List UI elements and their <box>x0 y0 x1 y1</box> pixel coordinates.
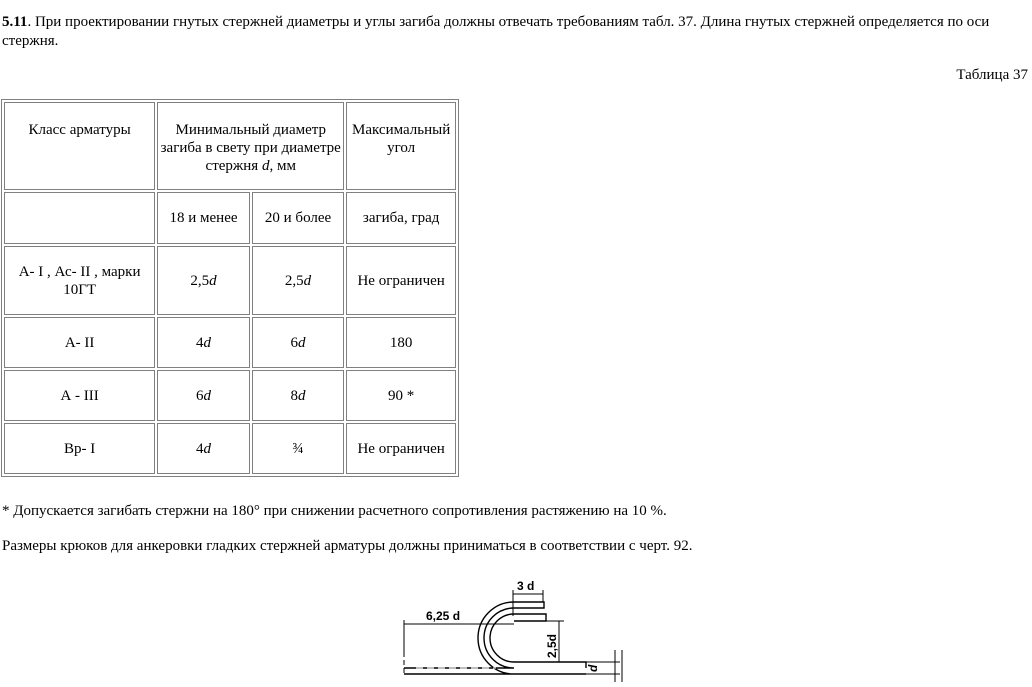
subheader-angle-unit: загиба, град <box>346 192 456 244</box>
value-number: ¾ <box>292 440 304 457</box>
row-angle: 90 * <box>346 370 456 421</box>
row-class: А- II <box>4 317 155 368</box>
table-row <box>4 317 456 368</box>
row-angle: Не ограничен <box>346 246 456 315</box>
value-number: 4 <box>196 334 204 351</box>
value-number: 4 <box>196 440 204 457</box>
table-row <box>4 423 456 474</box>
row-diameter-small <box>157 370 250 421</box>
table-row <box>4 370 456 421</box>
dim-height-label: 2,5d <box>545 633 559 658</box>
row-class: А- I , Ас- II , марки 10ГТ <box>4 246 155 315</box>
dim-bar-label: d <box>586 664 600 672</box>
subheader-blank <box>4 192 155 244</box>
subheader-d-large: 20 и более <box>252 192 344 244</box>
hooks-paragraph: Размеры крюков для анкеровки гладких стержней арматуры должны приниматься в соответствии с черт. 92. <box>2 538 693 554</box>
clause-number: 5.11 <box>2 14 28 30</box>
value-variable: d <box>209 272 217 289</box>
hook-drawing <box>396 576 636 682</box>
row-diameter-large <box>252 317 344 368</box>
row-angle: Не ограничен <box>346 423 456 474</box>
row-angle: 180 <box>346 317 456 368</box>
subheader-d-small: 18 и менее <box>157 192 250 244</box>
row-diameter-large <box>252 423 344 474</box>
value-variable: d <box>303 272 312 289</box>
dim-left-label: 6,25 d <box>426 609 461 623</box>
header-unit: , мм <box>269 158 296 174</box>
value-number: 2,5 <box>284 272 304 289</box>
header-max-angle-label: Максимальный угол <box>352 122 451 156</box>
header-min-diameter <box>157 102 344 190</box>
intro-paragraph <box>2 13 1028 51</box>
header-class <box>4 102 155 190</box>
bend-requirements-table <box>1 99 459 477</box>
value-number: 8 <box>290 387 299 404</box>
footnote: * Допускается загибать стержни на 180° при снижении расчетного сопротивления растяжению на 10 %. <box>2 503 667 519</box>
intro-text: . При проектировании гнутых стержней диаметры и углы загиба должны отвечать требованиям табл. 37. Длина гнутых стержней определяется по оси стержня. <box>2 14 990 49</box>
value-number: 6 <box>196 387 204 404</box>
row-diameter-large <box>252 246 344 315</box>
header-d-variable: d <box>261 158 270 174</box>
header-max-angle <box>346 102 456 190</box>
value-variable: d <box>203 387 211 404</box>
header-min-diameter-text: Минимальный диаметр загиба в свету при диаметре стержня <box>160 122 341 174</box>
value-number: 2,5 <box>190 272 210 289</box>
row-diameter-small <box>157 423 250 474</box>
row-diameter-large <box>252 370 344 421</box>
value-variable: d <box>203 440 211 457</box>
table-row <box>4 246 456 315</box>
value-variable: d <box>298 334 306 351</box>
header-class-label: Класс арматуры <box>28 122 131 138</box>
table-caption: Таблица 37 <box>956 67 1028 83</box>
table-header-row <box>4 102 456 190</box>
dim-top-label: 3 d <box>517 579 535 593</box>
table-subheader-row <box>4 192 456 244</box>
row-class: Вр- I <box>4 423 155 474</box>
value-variable: d <box>203 334 211 351</box>
row-diameter-small <box>157 246 250 315</box>
value-number: 6 <box>290 334 299 351</box>
value-variable: d <box>298 387 306 404</box>
row-class: А - III <box>4 370 155 421</box>
row-diameter-small <box>157 317 250 368</box>
